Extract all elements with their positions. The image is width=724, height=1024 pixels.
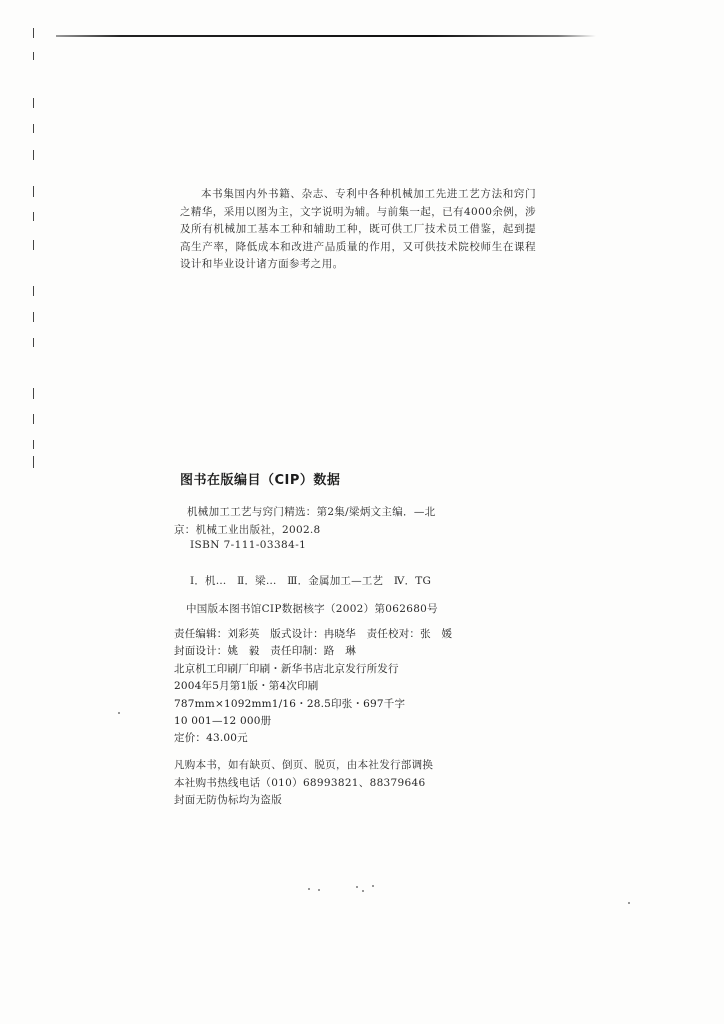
margin-mark	[33, 338, 34, 347]
scan-speck	[372, 885, 374, 887]
margin-mark	[33, 440, 34, 449]
cip-heading: 图书在版编目（CIP）数据	[180, 473, 341, 488]
notice-returns: 凡购本书，如有缺页、倒页、脱页，由本社发行部调换	[174, 759, 434, 771]
notice-block	[174, 757, 433, 810]
imprint-design: 封面设计：姚 毅 责任印制：路 琳	[174, 645, 356, 658]
scan-speck	[362, 890, 364, 892]
notice-anti-piracy: 封面无防伪标均为盗版	[174, 794, 282, 806]
imprint-editors: 责任编辑：刘彩英 版式设计：冉晓华 责任校对：张 媛	[174, 628, 453, 640]
imprint-printer: 北京机工印刷厂印刷・新华书店北京发行所发行	[174, 662, 399, 675]
imprint-price: 定价：43.00元	[174, 732, 248, 745]
book-abstract: 本书集国内外书籍、杂志、专利中各种机械加工先进工艺方法和窍门之精华，采用以图为主，文字说明为辅。与前集一起，已有4000余例，涉及所有机械加工基本工种和辅助工种，既可供工厂技术员工借鉴，起到提高生产率，降低成本和改进产品质量的作用，又可供技术院校师生在课程设计和毕业设计诸方面参考之用。	[180, 188, 536, 270]
margin-mark	[33, 150, 34, 160]
margin-mark	[33, 388, 34, 399]
cip-entry: 机械加工工艺与窍门精选：第2集/梁炳文主编．—北京：机械工业出版社，2002.8	[174, 506, 436, 536]
scan-speck	[628, 902, 630, 904]
scan-speck	[118, 712, 120, 714]
imprint-edition: 2004年5月第1版・第4次印刷	[174, 680, 319, 693]
margin-mark	[33, 456, 34, 468]
scan-top-rule	[56, 35, 596, 37]
scan-speck	[308, 888, 310, 890]
margin-mark	[33, 414, 34, 424]
imprint-print-run: 10 001—12 000册	[174, 715, 272, 728]
margin-mark	[33, 312, 34, 322]
margin-mark	[33, 98, 34, 108]
margin-mark	[33, 212, 34, 221]
margin-mark	[33, 28, 34, 38]
notice-hotline: 本社购书热线电话（010）68993821、88379646	[174, 776, 426, 789]
margin-mark	[33, 240, 34, 250]
cip-record-number: 中国版本图书馆CIP数据核字（2002）第062680号	[186, 603, 438, 615]
margin-mark	[33, 124, 34, 133]
margin-mark	[33, 186, 34, 197]
scan-speck	[318, 889, 320, 891]
imprint-block	[174, 626, 452, 748]
margin-mark	[33, 286, 34, 296]
margin-mark	[33, 52, 34, 60]
cip-subjects: Ⅰ．机… Ⅱ．梁… Ⅲ．金属加工—工艺 Ⅳ．TG	[190, 575, 432, 587]
scan-speck	[356, 886, 358, 888]
imprint-format: 787mm×1092mm1/16・28.5印张・697千字	[174, 697, 406, 710]
cip-isbn: ISBN 7-111-03384-1	[190, 539, 307, 551]
